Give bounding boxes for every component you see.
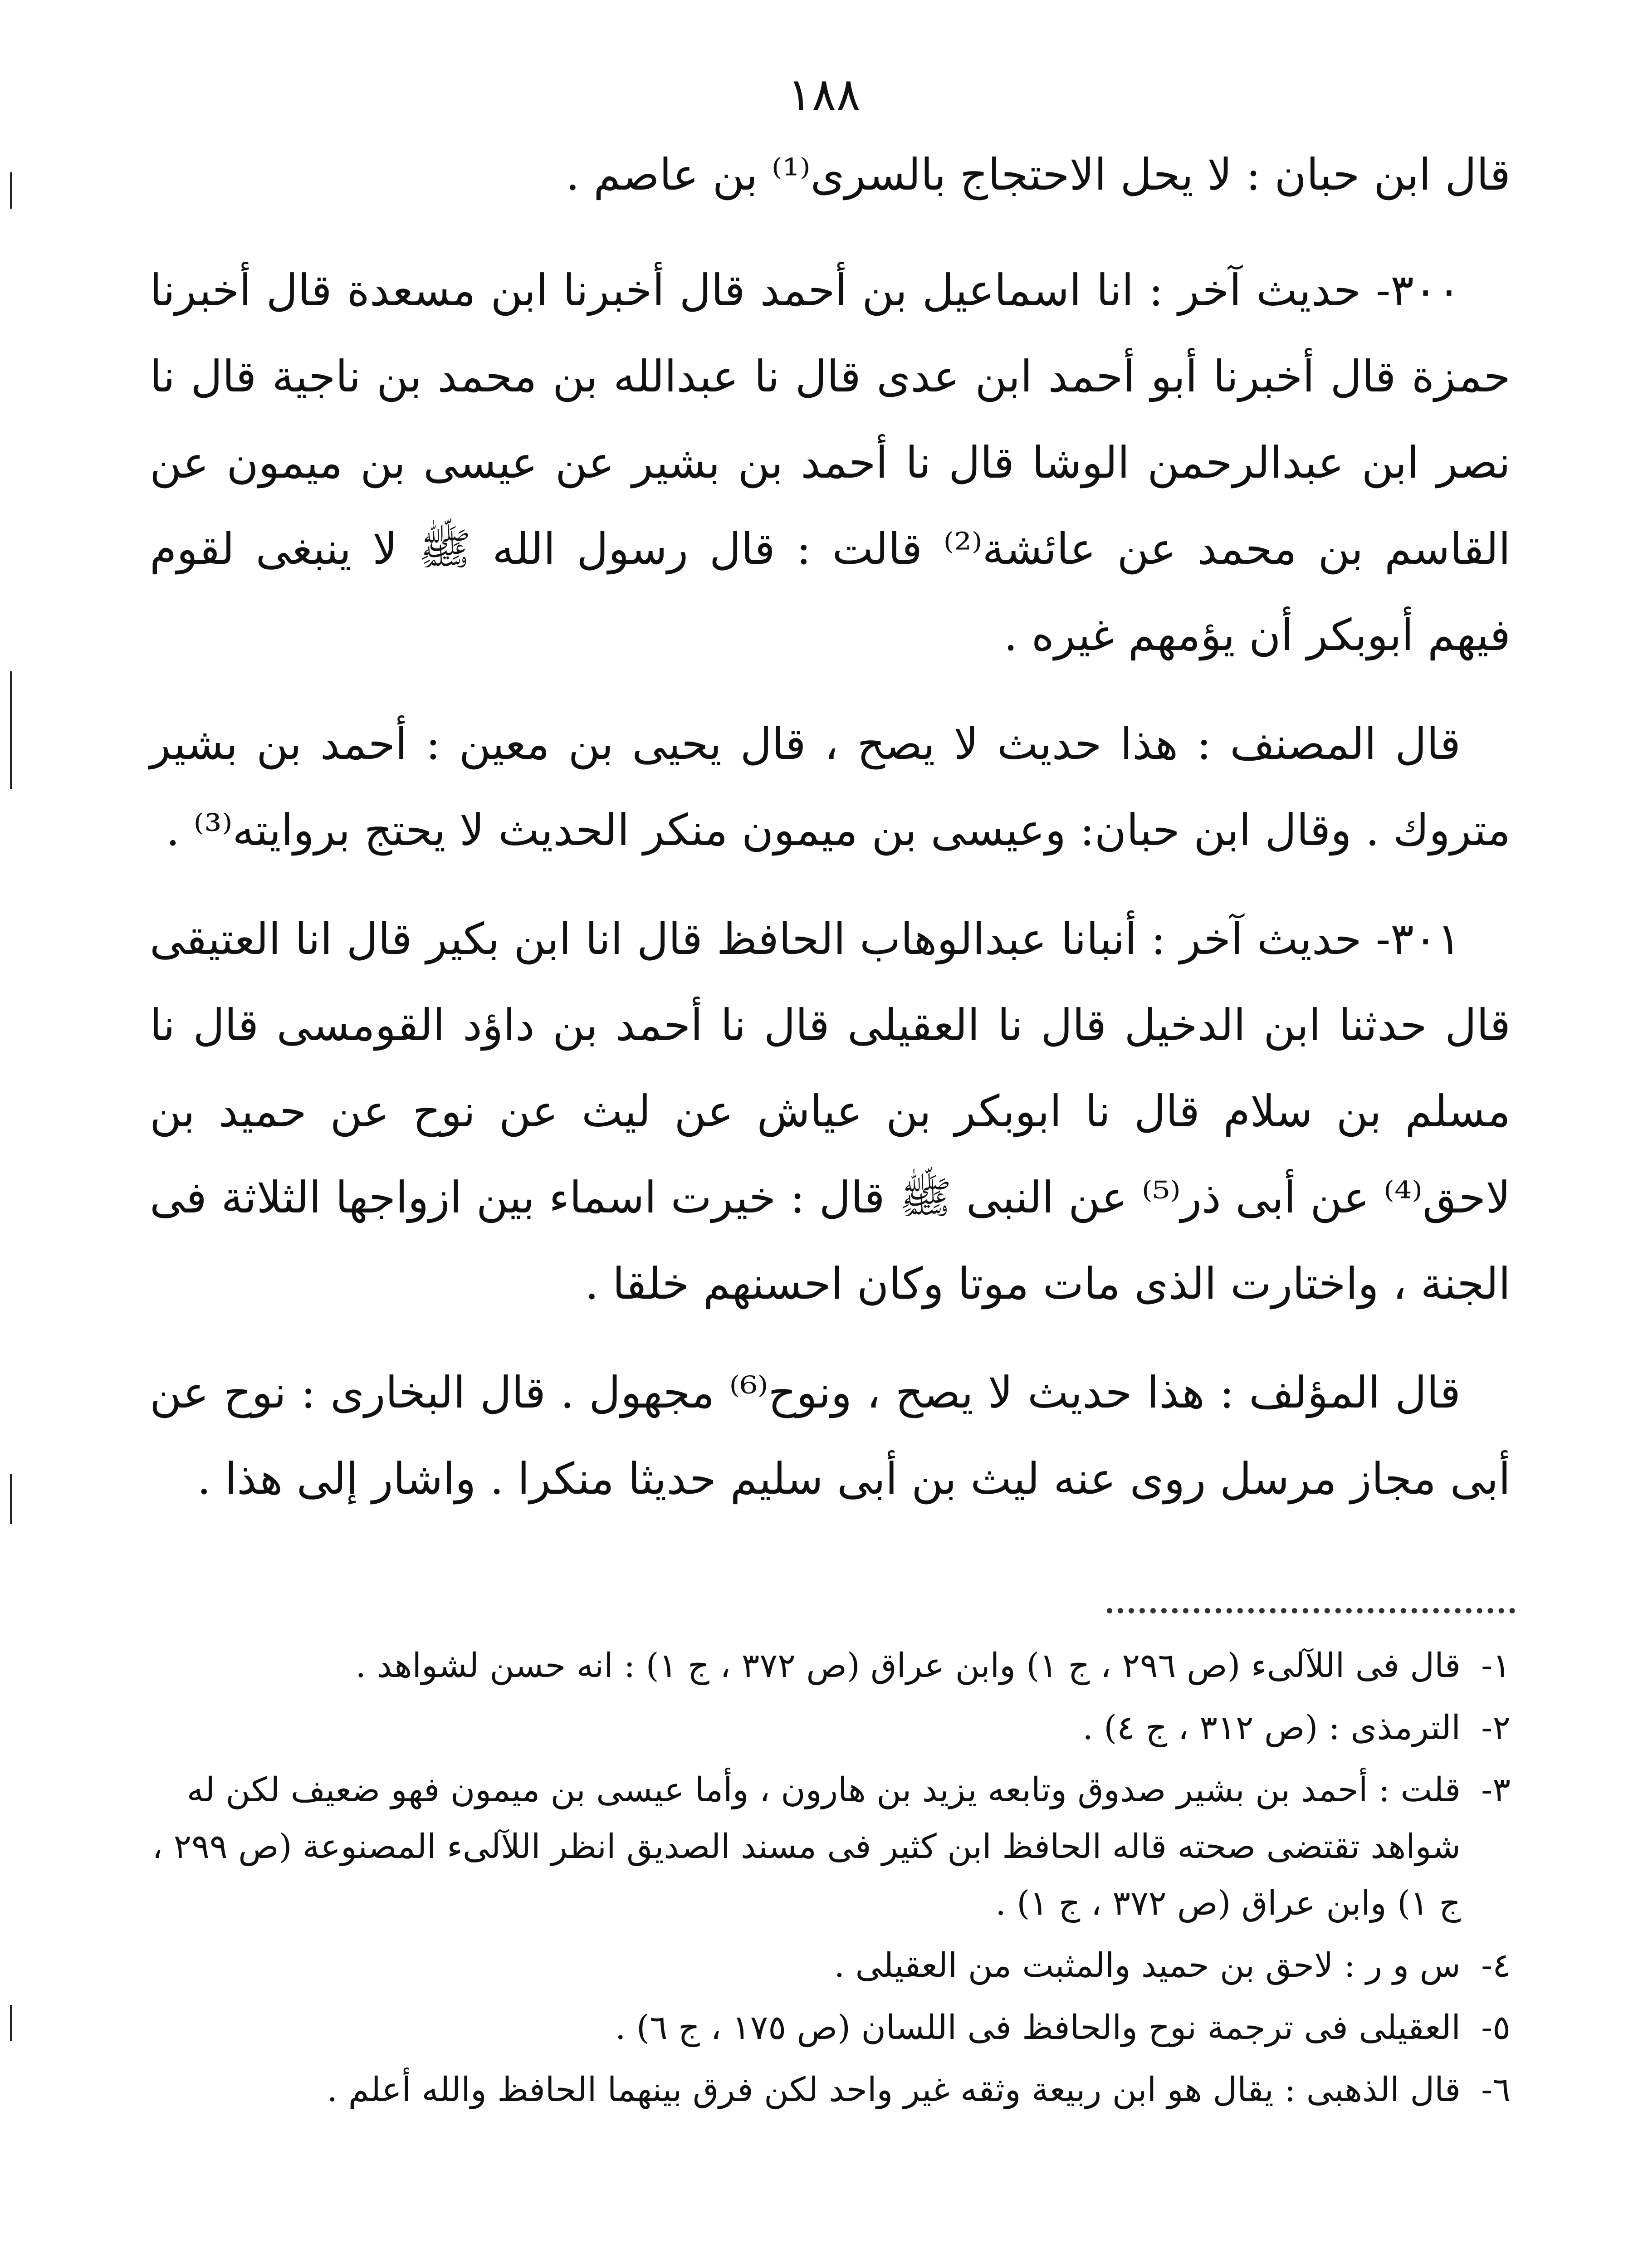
scan-edge-mark <box>10 172 12 209</box>
footnote-number: ٤- <box>1481 1946 1511 1985</box>
footnote-text: الترمذى : (ص ٣١٢ ، ج ٤) . <box>1082 1708 1461 1747</box>
footnote-item <box>150 1999 1511 2056</box>
footnote-number: ٢- <box>1481 1708 1511 1747</box>
page-number: ١٨٨ <box>787 68 861 121</box>
footnote-item <box>150 1637 1511 1694</box>
footnote-text: قال الذهبى : يقال هو ابن ربيعة وثقه غير واحد لكن فرق بينهما الحافظ والله أعلم . <box>327 2070 1461 2109</box>
footnote-text: س و ر : لاحق بن حميد والمثبت من العقيلى . <box>834 1946 1461 1985</box>
footnote-item <box>150 1937 1511 1994</box>
scan-edge-mark <box>10 2005 12 2041</box>
footnote-text: قلت : أحمد بن بشير صدوق وتابعه يزيد بن هارون ، وأما عيسى بن ميمون فهو ضعيف لكن له شواهد تقتضى صحته قاله الحافظ ابن كثير فى مسند الصديق انظر اللآلىء المصنوعة (ص ٢٩٩ ، ج ١) وابن عراق (ص ٣٧٢ ، ج ١) . <box>152 1770 1461 1923</box>
paragraph-hadith-301: ٣٠١- حديث آخر : أنبانا عبدالوهاب الحافظ قال انا ابن بكير قال انا العتيقى قال حدثنا ابن الدخيل قال نا العقيلى قال نا أحمد بن داؤد القومسى قال نا مسلم بن سلام قال نا ابوبكر بن عياش عن ليث عن نوح عن حميد بن لاحق⁽⁴⁾ عن أبى ذر⁽⁵⁾ عن النبى ﷺ قال : خيرت اسماء بين ازواجها الثلاثة فى الجنة ، واختارت الذى مات موتا وكان احسنهم خلقا . <box>150 914 1511 1309</box>
footnote-item <box>150 1700 1511 1756</box>
footnote-number: ٣- <box>1481 1770 1511 1809</box>
scan-edge-mark <box>10 671 12 789</box>
scan-edge-mark <box>10 1474 12 1524</box>
footnote-item <box>150 1762 1511 1932</box>
paragraph-intro: قال ابن حبان : لا يحل الاحتجاج بالسرى⁽¹⁾ بن عاصم . <box>566 149 1511 200</box>
footnote-number: ١- <box>1481 1646 1511 1685</box>
paragraph-author-comment: قال المصنف : هذا حديث لا يصح ، قال يحيى بن معين : أحمد بن بشير متروك . وقال ابن حبان: وعيسى بن ميمون منكر الحديث لا يحتج بروايته⁽³⁾ . <box>150 719 1511 855</box>
footnote-number: ٦- <box>1481 2070 1511 2109</box>
paragraph-hadith-300: ٣٠٠- حديث آخر : انا اسماعيل بن أحمد قال أخبرنا ابن مسعدة قال أخبرنا حمزة قال أخبرنا أبو أحمد ابن عدى قال نا عبدالله بن محمد بن ناجية قال نا نصر ابن عبدالرحمن الوشا قال نا أحمد بن بشير عن عيسى بن ميمون عن القاسم بن محمد عن عائشة⁽²⁾ قالت : قال رسول الله ﷺ لا ينبغى لقوم فيهم أبوبكر أن يؤمهم غيره . <box>150 265 1511 660</box>
footnote-text: قال فى اللآلىء (ص ٢٩٦ ، ج ١) وابن عراق (ص ٣٧٢ ، ج ١) : انه حسن لشواهد . <box>355 1646 1461 1685</box>
footnote-item <box>150 2062 1511 2118</box>
footnote-number: ٥- <box>1481 2008 1511 2047</box>
paragraph-compiler-comment: قال المؤلف : هذا حديث لا يصح ، ونوح⁽⁶⁾ مجهول . قال البخارى : نوح عن أبى مجاز مرسل روى عنه ليث بن أبى سليم حديثا منكرا . واشار إلى هذا . <box>150 1367 1511 1504</box>
footnotes <box>150 1637 1511 2124</box>
footnote-text: العقيلى فى ترجمة نوح والحافظ فى اللسان (ص ١٧٥ ، ج ٦) . <box>615 2008 1461 2047</box>
footnote-separator <box>1107 1608 1515 1613</box>
